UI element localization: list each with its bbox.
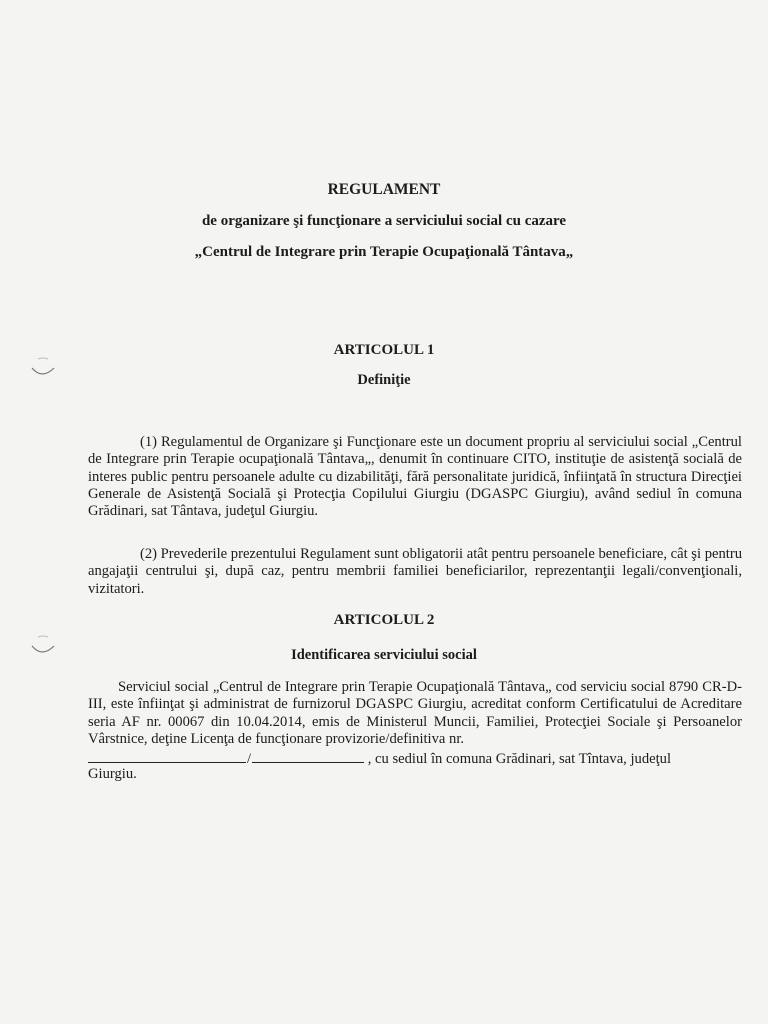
article-1-subheading: Definiţie xyxy=(357,372,411,388)
article-1-paragraph-2: (2) Prevederile prezentului Regulament sunt obligatorii atât pentru persoanele beneficiare, cât şi pentru angajaţii centrului şi, după caz, pentru membrii familiei beneficiarilor, reprezentanţii legali/convenţionali, vizitatori. xyxy=(88,546,742,597)
license-number-line xyxy=(88,749,742,768)
article-2-continuation: Giurgiu. xyxy=(88,766,137,782)
document-subtitle-name: „Centrul de Integrare prin Terapie Ocupaţională Tântava„ xyxy=(194,244,574,260)
document-subtitle: de organizare şi funcţionare a serviciului social cu cazare xyxy=(201,213,567,229)
license-line-text: , cu sediul în comuna Grădinari, sat Tîntava, judeţul xyxy=(367,751,672,767)
article-1-heading: ARTICOLUL 1 xyxy=(333,342,435,358)
license-slash: / xyxy=(247,751,252,767)
article-2-subheading: Identificarea serviciului social xyxy=(291,647,477,663)
article-2-heading: ARTICOLUL 2 xyxy=(333,612,435,628)
document-title: REGULAMENT xyxy=(327,181,441,198)
license-date-blank-field xyxy=(252,749,364,763)
article-1-paragraph-1: (1) Regulamentul de Organizare şi Funcţionare este un document propriu al serviciului social „Centrul de Integrare prin Terapie ocupaţională Tântava„, denumit în continuare CITO, instituţie de asistenţă socială de interes public pentru persoanele adulte cu dizabilităţi, fără personalitate juridică, înfiinţată în structura Direcţiei Generale de Asistenţă Socială şi Protecţia Copilului Giurgiu (DGASPC Giurgiu), având sediul în comuna Grădinari, sat Tântava, judeţul Giurgiu. xyxy=(88,434,742,520)
article-2-paragraph: Serviciul social „Centrul de Integrare prin Terapie Ocupaţională Tântava„ cod serviciu social 8790 CR-D-III, este înfiinţat şi administrat de furnizorul DGASPC Giurgiu, acreditat conform Certificatului de Acreditare seria AF nr. 00067 din 10.04.2014, emis de Ministerul Muncii, Familiei, Protecţiei Sociale şi Persoanelor Vârstnice, deţine Licenţa de funcţionare provizorie/definitiva nr. xyxy=(88,679,742,747)
license-blank-field xyxy=(88,749,246,763)
